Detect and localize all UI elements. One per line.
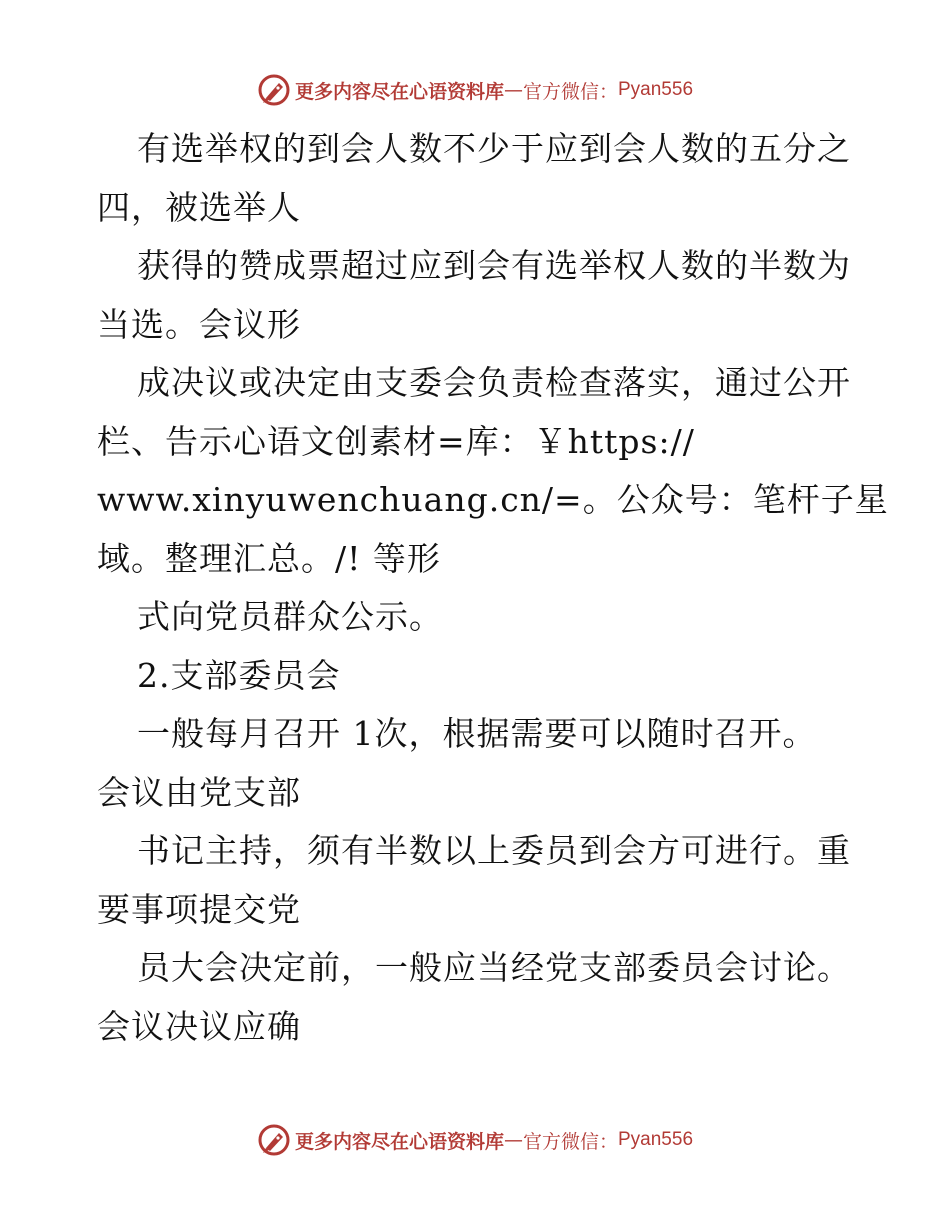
paragraph-line: www.xinyuwenchuang.cn/=。公众号：笔杆子星 bbox=[97, 480, 889, 519]
section-heading: 2.支部委员会 bbox=[137, 655, 341, 695]
paragraph-line: 当选。会议形 bbox=[97, 304, 301, 344]
paragraph-line: 一般每月召开 1次，根据需要可以随时召开。 bbox=[137, 714, 817, 753]
paragraph-line: 要事项提交党 bbox=[97, 889, 301, 929]
paragraph-line: 会议由党支部 bbox=[97, 772, 301, 812]
paragraph-line: 成决议或决定由支委会负责检查落实，通过公开 bbox=[137, 363, 851, 402]
banner-official-label: 官方微信： bbox=[522, 80, 618, 103]
paragraph-line: 员大会决定前，一般应当经党支部委员会讨论。 bbox=[137, 948, 851, 987]
header-banner bbox=[0, 70, 950, 110]
paragraph-line: 域。整理汇总。/! 等形 bbox=[97, 538, 441, 578]
paragraph-line: 有选举权的到会人数不少于应到会人数的五分之 bbox=[137, 129, 851, 168]
paragraph-line: 四，被选举人 bbox=[97, 187, 301, 227]
pen-nib-logo-icon bbox=[257, 1123, 291, 1157]
document-body bbox=[97, 120, 889, 1056]
banner-brand-text: 更多内容尽在心语资料库 bbox=[294, 1130, 504, 1153]
footer-banner bbox=[0, 1120, 950, 1160]
pen-nib-logo-icon bbox=[257, 73, 291, 107]
banner-wechat-id: Pyan556 bbox=[618, 79, 694, 100]
banner-official-label: 官方微信： bbox=[522, 1130, 618, 1153]
banner-wechat-id: Pyan556 bbox=[618, 1129, 694, 1150]
paragraph-line: 栏、告示心语文创素材=库：￥https:// bbox=[97, 421, 695, 461]
banner-dash: — bbox=[503, 79, 523, 101]
banner-brand-text: 更多内容尽在心语资料库 bbox=[294, 80, 504, 103]
paragraph-line: 会议决议应确 bbox=[97, 1006, 301, 1046]
banner-dash: — bbox=[503, 1129, 523, 1151]
paragraph-line: 书记主持，须有半数以上委员到会方可进行。重 bbox=[137, 831, 851, 870]
paragraph-line: 获得的赞成票超过应到会有选举权人数的半数为 bbox=[137, 246, 851, 285]
paragraph-line: 式向党员群众公示。 bbox=[137, 597, 443, 636]
